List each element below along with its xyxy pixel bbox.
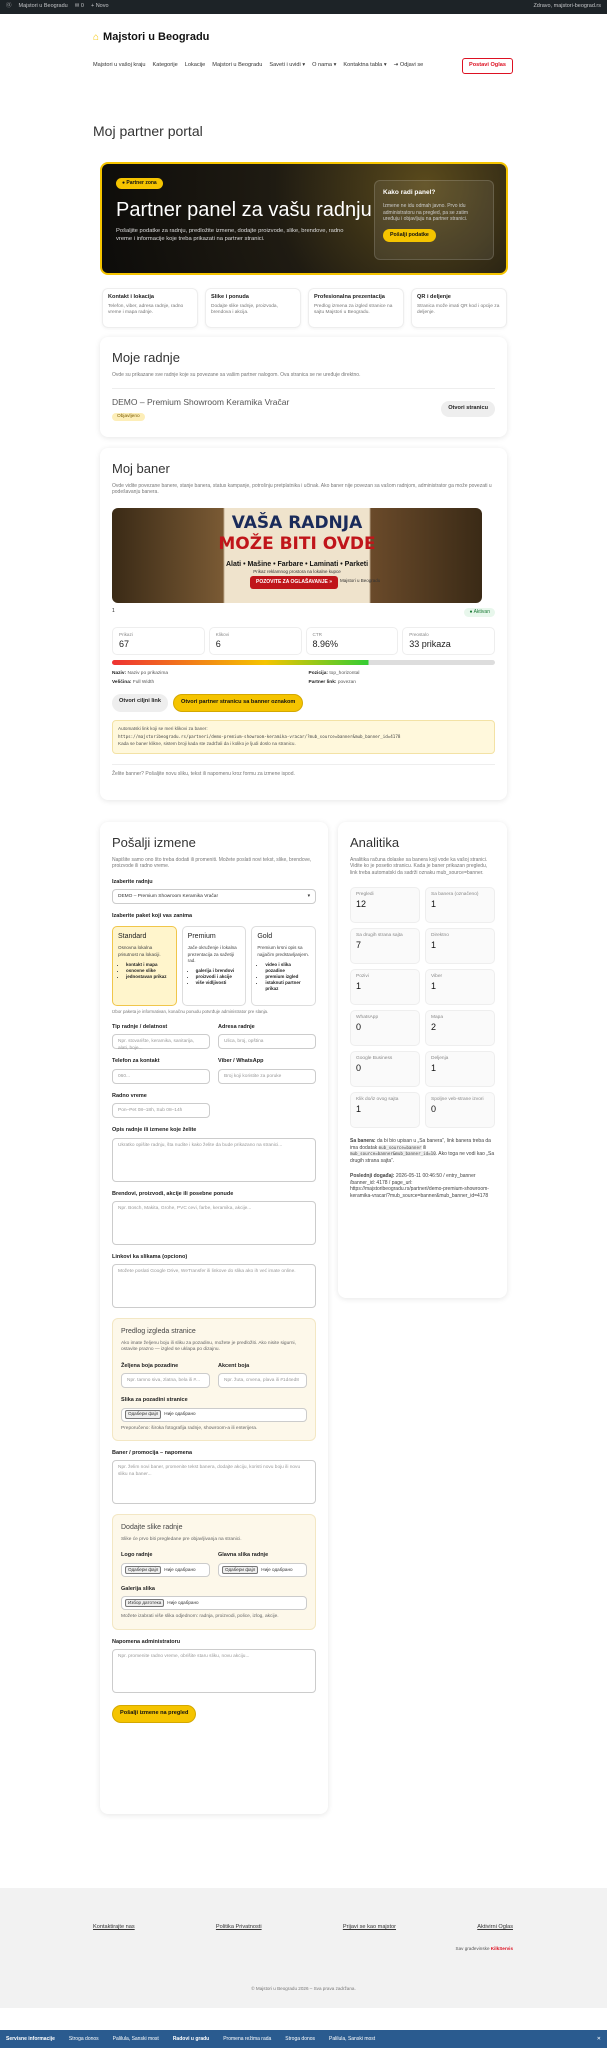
footer-credit [456,1946,513,1952]
accent-color-label: Akcent boja [218,1362,250,1369]
promo-label: Baner / promocija – napomena [112,1450,193,1457]
note-text: Ako toga ne vodi kao „Sa drugih strana sajta“. [350,1151,495,1165]
chevron-down-icon: ▾ [307,894,310,900]
admin-note-textarea[interactable]: Npr. promenite radno vreme, obrišite staru sliku, novu akciju... [112,1649,316,1693]
shop-name: DEMO – Premium Showroom Keramika Vračar [112,397,290,408]
nav-item-belgrade[interactable]: Majstori u Beogradu [212,62,263,68]
hero-box-title: Kako radi panel? [383,189,436,196]
package-feature: • više vidljivosti [196,980,241,986]
type-label: Tip radnje / delatnost [112,1023,168,1030]
main-nav [93,58,513,74]
status-badge: Objavljeno [112,413,145,421]
stat-label: Klikovi [215,631,230,637]
file-status: Није одабрано [167,1600,199,1606]
bg-image-label: Slika za pozadini stranice [121,1397,188,1404]
stat-remaining [402,627,495,655]
choose-file-button[interactable]: Одабери фајл [222,1566,258,1574]
banner-tracking-note [112,720,495,754]
accent-color-input[interactable]: Npr. žuta, crvena, plava ili #1d4ed8 [218,1373,307,1388]
analytics-label: WhatsApp [356,1014,379,1020]
site-logo[interactable] [93,30,513,45]
stat-label: Prikazi [119,631,133,637]
analytics-value: 1 [356,1104,362,1115]
package-feature: • istaknuti partner prikaz [265,980,310,992]
file-status: Није одабрано [261,1566,293,1572]
meta-value: top_horizontal [329,671,360,677]
analytics-value: 0 [356,1022,362,1033]
open-shop-button[interactable]: Otvori stranicu [441,401,495,417]
address-label: Adresa radnje [218,1023,255,1030]
brands-label: Brendovi, proizvodi, akcije ili posebne ponude [112,1190,234,1197]
meta-key: Pozicija: [308,671,328,677]
shop-select[interactable] [112,889,316,904]
feature-text: Predlog izmena za izgled stranice na sajtu Majstori u Beogradu. [314,303,393,316]
analytics-label: Spoljne veb-strane izvori [431,1096,484,1102]
nav-item-tips-label: Saveti i uvidi [269,62,301,68]
analytics-value: 0 [431,1104,437,1115]
credit-brand-link[interactable]: KilkServis [490,1946,513,1951]
note-text: Automatski link koji se meri klikovi za baner: [118,725,208,731]
choose-file-button[interactable]: Одабери фајл [125,1566,161,1574]
nav-item-logout-label: Odjavi se [399,62,424,68]
my-banner-subtitle: Ovde vidite povezane banere, stanje banera, status kampanje, potrošnju pretplatnika i učinak. Ako baner nije povezan sa vašom radnjom, administrator ga može povezati u podešavanju banera. [112,482,492,496]
stat-label: CTR [312,631,322,637]
analytics-label: Pozivi [356,973,369,979]
bg-color-input[interactable]: Npr. tamno siva, zlatna, bela ili #... [121,1373,210,1388]
feature-text: Telefon, viber, adresa radnje, radno vreme i mapa radnje. [108,303,184,316]
nav-item-dashboard-label: Kontaktna tabla [343,62,383,68]
banner-line-3: Alati • Mašine • Farbare • Laminati • Parketi [225,561,369,569]
wordpress-icon[interactable]: ⓪ [6,3,12,10]
links-textarea[interactable]: Možete poslati Google Drive, WeTransfer ili linkove do slika ako ih već imate online. [112,1264,316,1308]
package-feature: • galerija i brendovi [196,968,241,974]
images-text: Slike će prvo biti pregledane pre objavljivanja na stranici. [121,1536,242,1542]
analytics-cell [350,969,420,1005]
analytics-label: Direktno [431,932,449,938]
bg-image-file-input[interactable] [121,1408,307,1422]
package-note: Izbor paketa je informativan, konačnu ponudu potvrđuje administrator pre slanja. [112,1008,269,1014]
choose-files-button[interactable]: Избор датотека [125,1599,164,1607]
footer-link-privacy[interactable]: Politika Privatnosti [215,1924,262,1930]
admin-new-label: Novo [95,3,109,10]
banner-status-label: Aktivan [473,609,490,616]
analytics-grid [350,887,495,1128]
package-feature: • premium izgled [265,974,310,980]
address-input[interactable]: Ulica, broj, opština [218,1034,316,1049]
hero-title: Partner panel za vašu radnju [116,198,372,221]
analytics-cell [425,969,495,1005]
note-title: Sa banera: [350,1137,376,1144]
admin-note-label: Napomena administratoru [112,1638,181,1645]
package-standard[interactable] [112,926,177,1006]
logo-label: Logo radnje [121,1552,153,1559]
stat-ctr [306,627,399,655]
choose-file-button[interactable]: Одабери фајл [125,1410,161,1418]
analytics-title: Analitika [350,835,400,850]
site-header [93,30,513,45]
analytics-cell [350,928,420,964]
feature-title: Slike i ponuda [211,294,249,300]
meta-key: Naziv: [112,671,127,677]
note-text: da bi bio upisan u „Sa banera“, link banera treba da ima dodatak [350,1137,491,1151]
chevron-down-icon: ▾ [383,62,387,68]
hero-box-text: Izmene ne idu odmah javno. Prvo idu administratoru na pregled, pa se zatim uređuju i objavljuju na partner stranici. [383,202,469,223]
shop-select-value: DEMO – Premium Showroom Keramika Vračar [118,894,219,900]
gallery-file-input[interactable] [121,1596,307,1610]
news-ticker [0,2030,607,2048]
phone-label: Telefon za kontakt [112,1058,160,1065]
site-footer [0,1888,607,2008]
meta-item [112,680,299,686]
analytics-cell [425,1092,495,1128]
package-text: Osnovna lokalna prisutnost na lokaciji. [118,945,161,957]
nav-item-tips[interactable] [269,62,305,70]
feature-card-qr [411,288,507,328]
package-name: Standard [118,932,147,940]
analytics-subtitle: Analitika računa dolaske sa banera koji vode ka vašoj stranici. Vidite ko je posetio stranicu. Kada je baner prikazan pregledu, link treba automatski da sadrži oznaku mub_source=banner. [350,856,488,877]
shop-select-label: Izaberite radnju [112,879,153,886]
nav-item-about-label: O nama [312,62,333,68]
feature-title: Profesionalna prezentacija [314,294,385,300]
my-banner-title: Moj baner [112,461,170,476]
file-status: Није одабрано [164,1566,196,1572]
code-snippet: mub_source=banner [378,1144,422,1150]
ticker-item[interactable]: Promena režima rada [223,2035,272,2042]
hero-badge: ● Partner zona [116,178,163,189]
status-dot-icon: ● [469,609,473,616]
package-feature: • jednostavan prikaz [126,974,171,980]
admin-bar [0,0,607,14]
analytics-cell [425,928,495,964]
site-logo-text: Majstori u Beogradu [103,31,210,43]
comments-icon[interactable]: ✉ 0 [74,3,84,10]
my-banner-card [100,448,507,800]
package-name: Premium [187,932,216,940]
gallery-label: Galerija slika [121,1585,155,1592]
submit-changes-button[interactable]: Pošalji izmene na pregled [112,1705,196,1723]
my-shops-card [100,337,507,437]
send-changes-subtitle: Napišite samo ono što treba dodati ili promeniti. Možete poslati novi tekst, slike, brendove, proizvode ili radno vreme. [112,856,312,870]
meta-item [309,680,496,686]
meta-key: Partner link: [308,679,337,685]
analytics-card [338,822,507,1298]
note-text: 2026-05-11 00:46:50 / entry_banner /banner_id: 4178 / page_url: https://majstoribeogradu.rs/partneri/demo-premium-showroom-keramika-vracar/?mub_source=banner&mub_banner_id=4178 [350,1172,489,1200]
stat-value: 67 [119,638,130,649]
ticker-item[interactable]: Palilula, Sanski most [112,2035,159,2042]
package-gold[interactable] [251,926,316,1006]
analytics-value: 1 [431,940,437,951]
page-title: Moj partner portal [93,123,203,139]
chevron-down-icon: ▾ [333,62,337,68]
meta-value: Naziv po prikazima [127,671,169,677]
analytics-label: Viber [431,973,443,979]
hero-text: Pošaljite podatke za radnju, predložite izmene, dodajte proizvode, slike, brendove, radno vreme i informacije koje treba prikazati na partner stranici. [116,227,344,242]
package-feature: • kontakt i mapa [126,962,171,968]
admin-new-link[interactable]: + Novo [90,3,109,10]
analytics-label: Sa drugih strana sajta [356,932,403,938]
logo-file-input[interactable] [121,1563,210,1577]
meta-value: Full Width [132,679,155,685]
stat-clicks [209,627,302,655]
credit-text: Sav građevinske [455,1946,490,1951]
design-section [112,1318,316,1441]
banner-footnote: Želite banner? Pošaljite novu sliku, tekst ili napomenu kroz formu za izmene ispod. [112,764,495,778]
feature-title: Kontakt i lokacija [108,294,155,300]
bg-color-label: Željena boja pozadine [121,1362,179,1369]
package-name: Gold [257,932,273,940]
banner-index: 1 [112,608,115,615]
hero-badge-label: Partner zona [126,180,157,186]
code-snippet: mub_source=banner&mub_banner_id=10 [350,1151,436,1157]
open-partner-page-button[interactable]: Otvori partner stranicu sa banner oznakom [173,694,303,712]
analytics-value: 1 [431,981,437,992]
description-label: Opis radnje ili izmene koje želite [112,1127,197,1134]
analytics-cell [350,1092,420,1128]
package-text: Jače okruženje i lokalna prezentacija za sažetiji rad. [187,945,237,963]
stat-views [112,627,205,655]
main-image-label: Glavna slika radnje [218,1552,269,1559]
nav-item-logout[interactable] [394,62,424,70]
design-title: Predlog izgleda stranice [121,1328,196,1336]
banner-image[interactable] [112,508,482,603]
copyright: © Majstori u Beogradu 2026 – Sva prava zadržana. [251,1986,356,1991]
ticker-item[interactable]: Stroga donos [68,2035,99,2042]
feature-text: Stranica može imati QR kod i opcije za deljenje. [417,303,500,316]
banner-source-note: Sa banera: da bi bio upisan u „Sa banera“, link banera treba da ima dodatak mub_source=banner ili mub_source=banner&mub_banner_id=10. Ako toga ne vodi kao „Sa drugih strana sajta“. [350,1137,495,1165]
ticker-item[interactable]: Servisne informacije [6,2035,55,2042]
type-input[interactable]: Npr. stovarište, keramika, sanitarija, alati, boje... [112,1034,210,1049]
meta-item [112,671,299,677]
footer-link-ads[interactable]: Aktivirni Oglas [477,1924,513,1930]
analytics-label: Mapa [431,1014,443,1020]
nav-item-about[interactable] [312,62,336,70]
my-shops-title: Moje radnje [112,350,180,365]
shop-row [112,388,495,421]
hours-input[interactable]: Pon–Pet 08–18h, Sub 08–14h [112,1103,210,1118]
ticker-item[interactable]: Palilula, Sanski most [329,2035,376,2042]
hero-info-box [374,180,494,260]
ticker-item[interactable]: Radovi u gradu [172,2035,210,2042]
analytics-value: 2 [431,1022,437,1033]
description-textarea[interactable]: Ukratko opišite radnju, šta nudite i kako želite da bude prikazano na stranici... [112,1138,316,1182]
analytics-value: 1 [356,981,362,992]
banner-line-1: VAŠA RADNJA [231,513,363,534]
hours-label: Radno vreme [112,1092,147,1099]
analytics-cell [425,887,495,923]
hero-panel [100,162,508,275]
analytics-label: Sa banera (označeno) [431,891,479,897]
note-title: Poslednji događaj: [350,1172,395,1179]
banner-progress-bar [112,660,495,665]
design-text: Ako imate željenu boju ili sliku za pozadinu, možete je predložiti. Ako nisite sigurni, ostavite prazno — izgled se uklapa po dizajnu. [121,1340,296,1353]
open-target-link-button[interactable]: Otvori ciljni link [112,694,168,712]
analytics-cell [425,1051,495,1087]
admin-site-link[interactable]: Majstori u Beogradu [18,3,68,10]
send-data-button[interactable]: Pošalji podatke [383,229,436,242]
stat-value: 6 [215,638,221,649]
main-image-file-input[interactable] [218,1563,307,1577]
analytics-label: Pregledi [356,891,374,897]
analytics-value: 7 [356,940,362,951]
stat-value: 8.96% [312,638,339,649]
note-text: Kada se baner klikne, sistem broji kada ste zadržali da i koliko je ljudi doslo na stranicu. [118,741,296,747]
analytics-value: 1 [431,1063,437,1074]
meta-key: Veličina: [112,679,132,685]
analytics-label: Klik do/iz ovog sajta [356,1096,399,1102]
banner-line-2: MOŽE BITI OVDE [218,534,376,555]
package-text: Premium krsni opis sa najjačim predstavljanjem. [257,945,309,957]
banner-status [464,608,495,617]
analytics-value: 12 [356,899,367,910]
links-label: Linkovi ka slikama (opciono) [112,1253,188,1260]
nav-item-local[interactable]: Majstori u vašoj kraju [93,62,146,68]
package-premium[interactable] [182,926,247,1006]
bg-image-note: Preporučeno: široka fotografija radnje, showroom-a ili enterijera. [121,1425,258,1431]
nav-item-dashboard[interactable] [343,62,386,70]
file-status: Није одабрано [164,1411,196,1417]
analytics-cell [425,1010,495,1046]
analytics-value: 0 [356,1063,362,1074]
images-title: Dodajte slike radnje [121,1524,183,1532]
banner-meta [112,671,495,686]
feature-card-presentation [308,288,404,328]
close-icon[interactable]: ✕ [596,2035,601,2042]
viber-input[interactable]: Broj koji koristite za poruke [218,1069,316,1084]
analytics-label: Deljenja [431,1055,449,1061]
footer-link-contact[interactable]: Kontaktirajte nas [93,1924,135,1930]
package-feature: • osnovne slike [126,968,171,974]
tracking-url[interactable]: https://majstoribeogradu.rs/partneri/demo-premium-showroom-keramika-vracar/?mub_source=banner&mub_banner_id=4178 [118,733,401,739]
nav-item-categories[interactable]: Kategorije [152,62,178,68]
nav-item-locations[interactable]: Lokacije [184,62,206,68]
viber-label: Viber / WhatsApp [218,1058,264,1065]
phone-input[interactable]: 060... [112,1069,210,1084]
banner-line-4: Prikaz reklamnog prostora na lokalne kupce [253,569,341,575]
package-options [112,926,316,1006]
admin-greeting[interactable]: Zdravo, majstori-beograd.rs [533,3,601,10]
feature-card-contact [102,288,198,328]
send-changes-title: Pošalji izmene [112,835,196,850]
analytics-cell [350,1010,420,1046]
last-event-note [350,1173,495,1200]
footer-link-register[interactable]: Prijavi se kao majstor [342,1924,397,1930]
my-shops-subtitle: Ovde su prikazane sve radnje koje su povezane sa vašim partner nalogom. Ova stranica se ne uređuje direktno. [112,371,361,378]
feature-title: QR i deljenje [417,294,451,300]
images-note: Možete izabrati više slika odjednom: radnja, proizvodi, police, izlog, akcije. [121,1614,279,1620]
post-ad-button[interactable]: Postavi Oglas [462,58,513,74]
analytics-value: 1 [431,899,437,910]
meta-item [309,671,496,677]
logout-icon: ⇥ [393,62,399,68]
stat-value: 33 prikaza [409,638,451,649]
analytics-cell [350,1051,420,1087]
send-changes-card [100,822,328,1814]
package-feature: • video i slika pozadine [265,962,310,974]
package-label: Izaberite paket koji vas zanima [112,913,193,920]
package-feature: • proizvodi i akcije [196,974,241,980]
meta-value: povezan [337,679,356,685]
banner-stats [112,627,495,655]
feature-card-images [205,288,301,328]
banner-brand: Majstori u Beogradu [340,578,381,584]
analytics-cell [350,887,420,923]
stat-label: Preostalo [409,631,429,637]
banner-cta: POZOVITE ZA OGLAŠAVANJE » [250,576,338,589]
house-icon: ⌂ [93,31,100,43]
images-section [112,1514,316,1629]
feature-text: Dodajte slike radnje, proizvoda, brendova i akcija. [211,303,278,316]
analytics-label: Google Business [356,1055,393,1061]
chevron-down-icon: ▾ [302,62,306,68]
promo-textarea[interactable]: Npr. želim novi baner, promenite tekst banera, dodajte akciju, koristi novu boju ili novu sliku na baner... [112,1460,316,1504]
brands-textarea[interactable]: Npr. Bosch, Makita, Grohe, PVC cevi, farbe, keramika, akcije... [112,1201,316,1245]
ticker-item[interactable]: Stroga donos [285,2035,316,2042]
